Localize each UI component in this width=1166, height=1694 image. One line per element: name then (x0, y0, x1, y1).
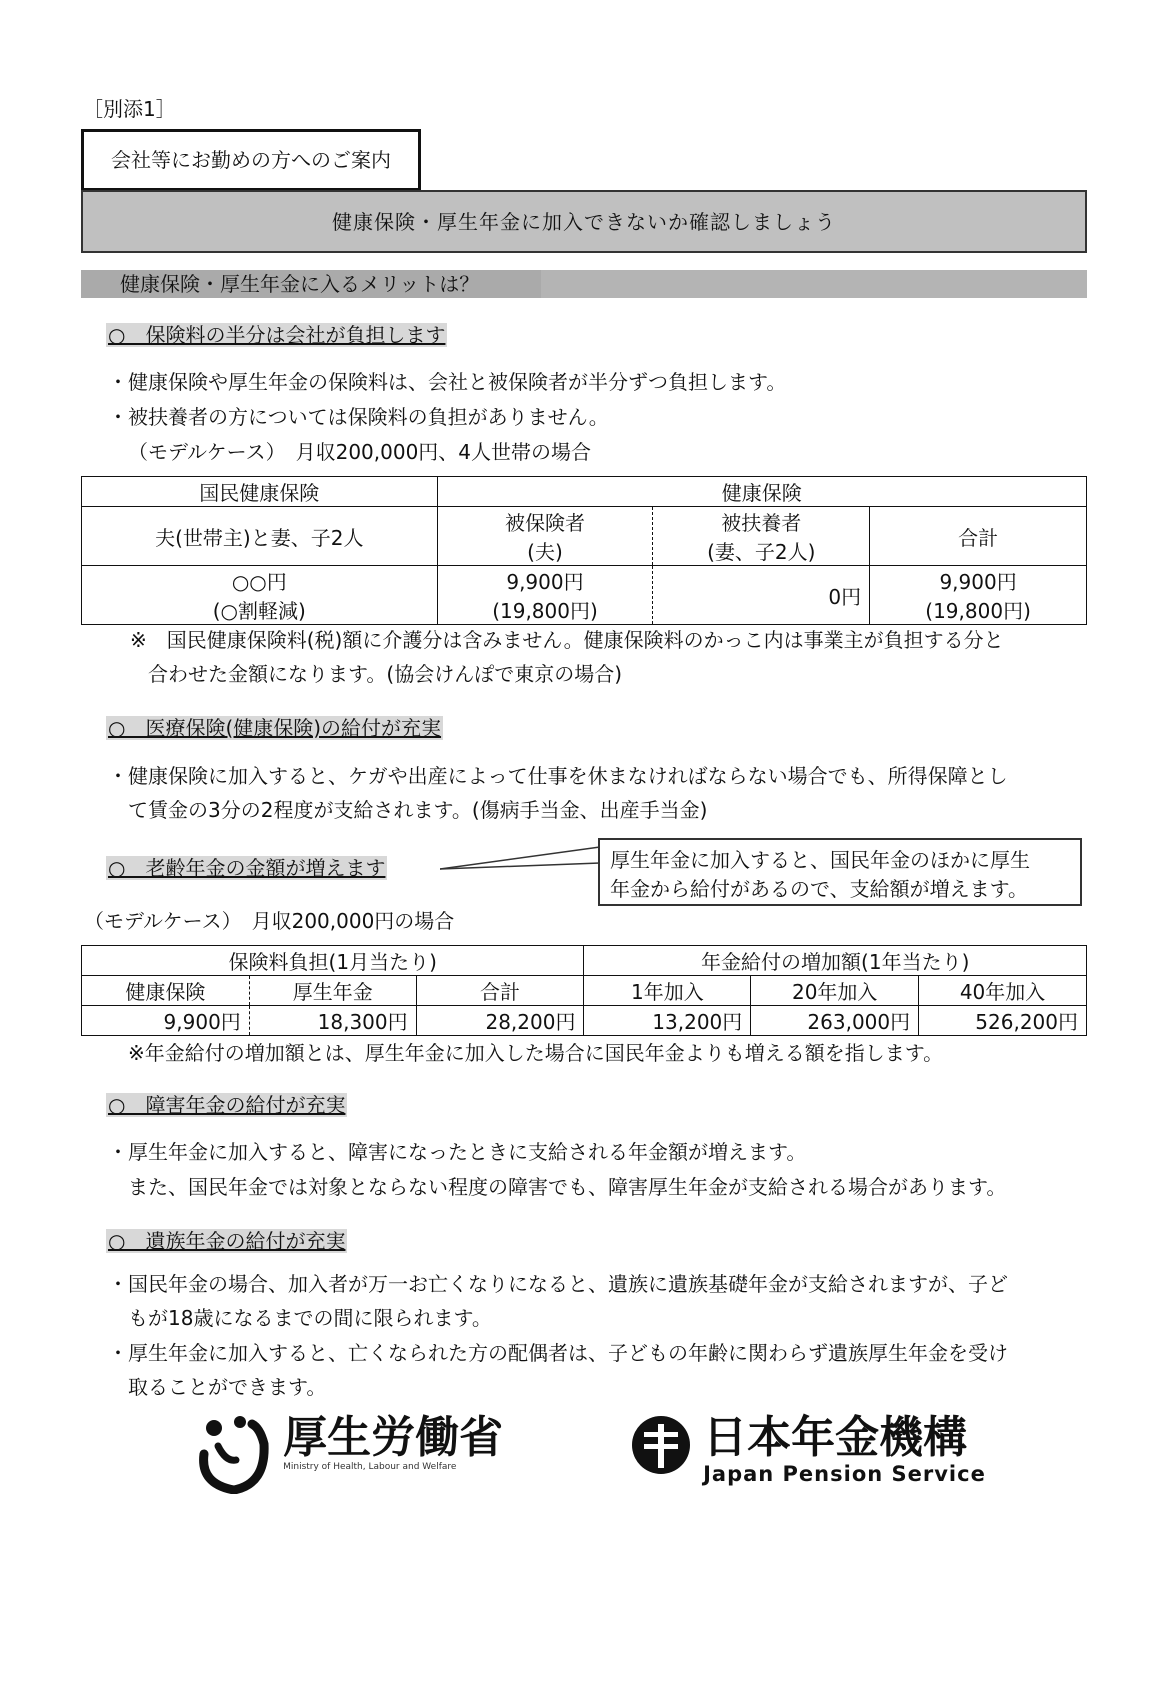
section-4-bullet-1: ・厚生年金に加入すると、障害になったときに支給される年金額が増えます。 (108, 1140, 807, 1164)
cell-insured: 被保険者 (夫) (437, 507, 653, 566)
section-1-title: ○ 保険料の半分は会社が負担します (108, 323, 446, 347)
th-benefit: 年金給付の増加額(1年当たり) (584, 946, 1087, 976)
th-premium: 保険料負担(1月当たり) (82, 946, 584, 976)
premium-table (81, 476, 1087, 625)
cell-insured-amount: 9,900円 (19,800円) (437, 566, 653, 625)
jps-emblem-icon (630, 1414, 692, 1476)
th-20y-col: 20年加入 (751, 976, 919, 1006)
section-1-model: （モデルケース） 月収200,000円、4人世帯の場合 (128, 440, 592, 464)
guide-title: 会社等にお勤めの方へのご案内 (111, 148, 391, 172)
mhlw-en: Ministry of Health, Labour and Welfare (283, 1462, 457, 1472)
cell-dependent-amount: 0円 (653, 566, 870, 625)
section-5-bullet-1b: もが18歳になるまでの間に限られます。 (128, 1306, 492, 1330)
callout-line-2: 年金から給付があるので、支給額が増えます。 (610, 877, 1028, 901)
val-1y: 13,200円 (584, 1006, 751, 1036)
val-kosei: 18,300円 (249, 1006, 416, 1036)
section-5-bullet-2: ・厚生年金に加入すると、亡くなられた方の配偶者は、子どもの年齢に関わらず遺族厚生年金を受け (108, 1341, 1008, 1365)
th-kokumin: 国民健康保険 (82, 477, 438, 507)
val-40y: 526,200円 (919, 1006, 1087, 1036)
section-2-title: ○ 医療保険(健康保険)の給付が充実 (108, 716, 442, 740)
section-4-bullet-2: また、国民年金では対象とならない程度の障害でも、障害厚生年金が支給される場合があります。 (128, 1175, 1007, 1199)
th-kenko: 健康保険 (437, 477, 1086, 507)
th-kosei-col: 厚生年金 (249, 976, 416, 1006)
note-1-line-1: ※ 国民健康保険料(税)額に介護分は含みません。健康保険料のかっこ内は事業主が負担する分と (130, 628, 1004, 652)
merit-heading: 健康保険・厚生年金に入るメリットは？ (120, 272, 480, 296)
section-3-title: ○ 老齢年金の金額が増えます (108, 856, 386, 880)
cell-kokumin-amount: ○○円 (○割軽減) (82, 566, 438, 625)
section-2-bullet-1: ・健康保険に加入すると、ケガや出産によって仕事を休まなければならない場合でも、所得保障とし (108, 764, 1008, 788)
section-5-bullet-2b: 取ることができます。 (128, 1375, 327, 1399)
note-2: ※年金給付の増加額とは、厚生年金に加入した場合に国民年金よりも増える額を指します。 (128, 1041, 944, 1065)
section-1-bullet-2: ・被扶養者の方については保険料の負担がありません。 (108, 405, 609, 429)
jps-name: 日本年金機構 (703, 1412, 968, 1463)
th-total-col: 合計 (416, 976, 584, 1006)
callout-line-1: 厚生年金に加入すると、国民年金のほかに厚生 (610, 848, 1030, 872)
section-3-model: （モデルケース） 月収200,000円の場合 (84, 909, 455, 933)
mhlw-name: 厚生労働省 (283, 1412, 504, 1463)
banner-text: 健康保険・厚生年金に加入できないか確認しましょう (332, 209, 836, 234)
cell-total-header: 合計 (870, 507, 1087, 566)
section-4-title: ○ 障害年金の給付が充実 (108, 1093, 346, 1117)
section-5-title: ○ 遺族年金の給付が充実 (108, 1229, 346, 1253)
note-1-line-2: 合わせた金額になります。(協会けんぽで東京の場合) (148, 662, 623, 686)
val-total: 28,200円 (416, 1006, 584, 1036)
jps-logo (630, 1414, 986, 1486)
callout-pointer (440, 845, 600, 875)
section-5-bullet-1: ・国民年金の場合、加入者が万一お亡くなりになると、遺族に遺族基礎年金が支給されますが、子ど (108, 1272, 1008, 1296)
val-kenko: 9,900円 (82, 1006, 250, 1036)
val-20y: 263,000円 (751, 1006, 919, 1036)
pension-table (81, 945, 1087, 1036)
cell-dependent: 被扶養者 (妻、子2人) (653, 507, 870, 566)
cell-total-amount: 9,900円 (19,800円) (870, 566, 1087, 625)
callout-box (598, 838, 1082, 906)
section-1-bullet-1: ・健康保険や厚生年金の保険料は、会社と被保険者が半分ずつ負担します。 (108, 370, 787, 394)
mhlw-logo (196, 1414, 503, 1494)
th-kenko-col: 健康保険 (82, 976, 250, 1006)
th-40y-col: 40年加入 (919, 976, 1087, 1006)
main-banner (81, 190, 1087, 253)
attachment-label: ［別添1］ (83, 97, 176, 121)
cell-kokumin-family: 夫(世帯主)と妻、子2人 (82, 507, 438, 566)
jps-en: Japan Pension Service (703, 1462, 986, 1486)
section-2-bullet-2: て賃金の3分の2程度が支給されます。(傷病手当金、出産手当金) (128, 798, 708, 822)
th-1y-col: 1年加入 (584, 976, 751, 1006)
mhlw-emblem-icon (196, 1414, 272, 1494)
guide-title-box (81, 129, 421, 191)
